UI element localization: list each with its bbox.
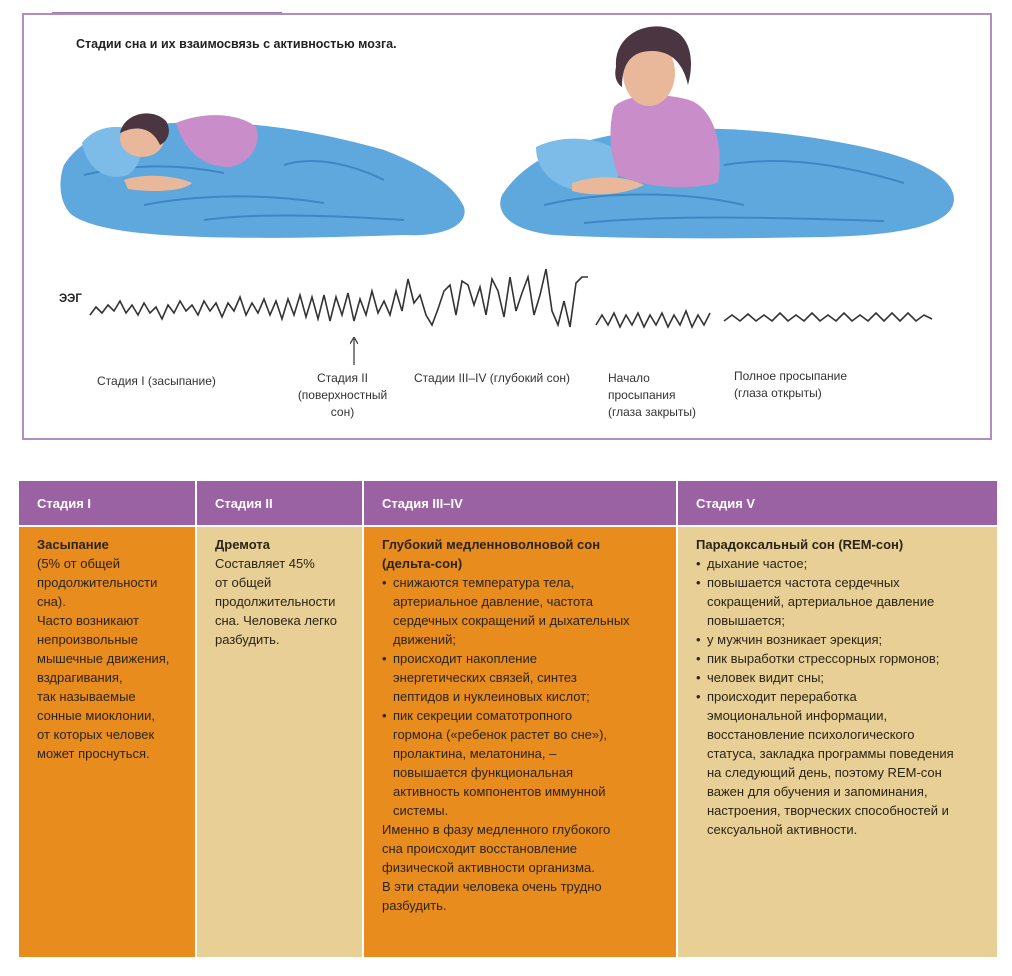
eeg-traces xyxy=(90,269,932,327)
cell-stage-1: Засыпание (5% от общей продолжительности сна). Часто возникают непроизвольные мышечные движения, вздрагивания, так называемые сонные миоклонии, от которых человек может проснуться. xyxy=(19,526,196,957)
list-item: • дыхание частое; xyxy=(696,554,987,573)
list-item: • снижаются температура тела, артериальное давление, частота сердечных сокращений и дыхательных движений; xyxy=(382,573,666,649)
header-stage-3-4: Стадия III–IV xyxy=(363,481,677,526)
header-stage-1: Стадия I xyxy=(19,481,196,526)
list-item: • происходит переработка эмоциональной информации, восстановление психологического статуса, закладка программы поведения на следующий день, поэтому REM-сон важен для обучения и запоминания, настроения, творческих способностей и сексуальной активности. xyxy=(696,687,987,839)
header-stage-5: Стадия V xyxy=(677,481,997,526)
list-item: • повышается частота сердечных сокращений, артериальное давление повышается; xyxy=(696,573,987,630)
stage-5-list xyxy=(696,554,987,839)
figure-title: Стадии сна и их взаимосвязь с активностью мозга. xyxy=(76,37,397,51)
stage-3-4-list xyxy=(382,573,666,820)
header-stage-2: Стадия II xyxy=(196,481,363,526)
caption-stage2: Стадия II (поверхностный сон) xyxy=(297,371,388,419)
list-item: • пик выработки стрессорных гормонов; xyxy=(696,649,987,668)
cell-stage-5: Парадоксальный сон (REM-сон) • дыхание частое; • повышается частота сердечных сокращений, артериальное давление повышается; • у мужчин возникает эрекция; • пик выработки стрессорных гормонов; • человек видит сны; • происходит переработка эмоциональной информации, восстановление психологического статуса, закладка программы поведения на следующий день, поэтому REM-сон важен для обучения и запоминания, настроения, творческих способностей и сексуальной активности. xyxy=(677,526,997,957)
table-row xyxy=(19,526,997,957)
arrow-up-icon xyxy=(350,337,358,365)
eeg-label: ЭЭГ xyxy=(59,293,82,305)
list-item: • у мужчин возникает эрекция; xyxy=(696,630,987,649)
waking-woman-image xyxy=(500,26,954,238)
table-header-row xyxy=(19,481,997,526)
cell-stage-3-4: Глубокий медленноволновой сон (дельта-сон) • снижаются температура тела, артериальное давление, частота сердечных сокращений и дыхательных движений; • происходит накопление энергетических связей, синтез пептидов и нуклеиновых кислот; • пик секреции соматотропного гормона («ребенок растет во сне»), пролактина, мелатонина, – повышается функциональная активность компонентов иммунной системы. Именно в фазу медленного глубокого сна происходит восстановление физической активности организма. В эти стадии человека очень трудно разбудить. xyxy=(363,526,677,957)
list-item: • пик секреции соматотропного гормона («ребенок растет во сне»), пролактина, мелатонина, – повышается функциональная активность компонентов иммунной системы. xyxy=(382,706,666,820)
caption-full-awakening: Полное просыпание (глаза открыты) xyxy=(734,369,847,400)
list-item: • человек видит сны; xyxy=(696,668,987,687)
stages-table xyxy=(19,481,997,957)
list-item: • происходит накопление энергетических связей, синтез пептидов и нуклеиновых кислот; xyxy=(382,649,666,706)
cell-stage-2: Дремота Составляет 45% от общей продолжительности сна. Человека легко разбудить. xyxy=(196,526,363,957)
caption-awakening-start: Начало просыпания (глаза закрыты) xyxy=(608,371,697,419)
sleeping-woman-image xyxy=(60,113,464,237)
sleep-stages-figure xyxy=(22,13,992,440)
caption-stage34: Стадии III–IV (глубокий сон) xyxy=(414,371,571,385)
caption-stage1: Стадия I (засыпание) xyxy=(97,374,216,388)
